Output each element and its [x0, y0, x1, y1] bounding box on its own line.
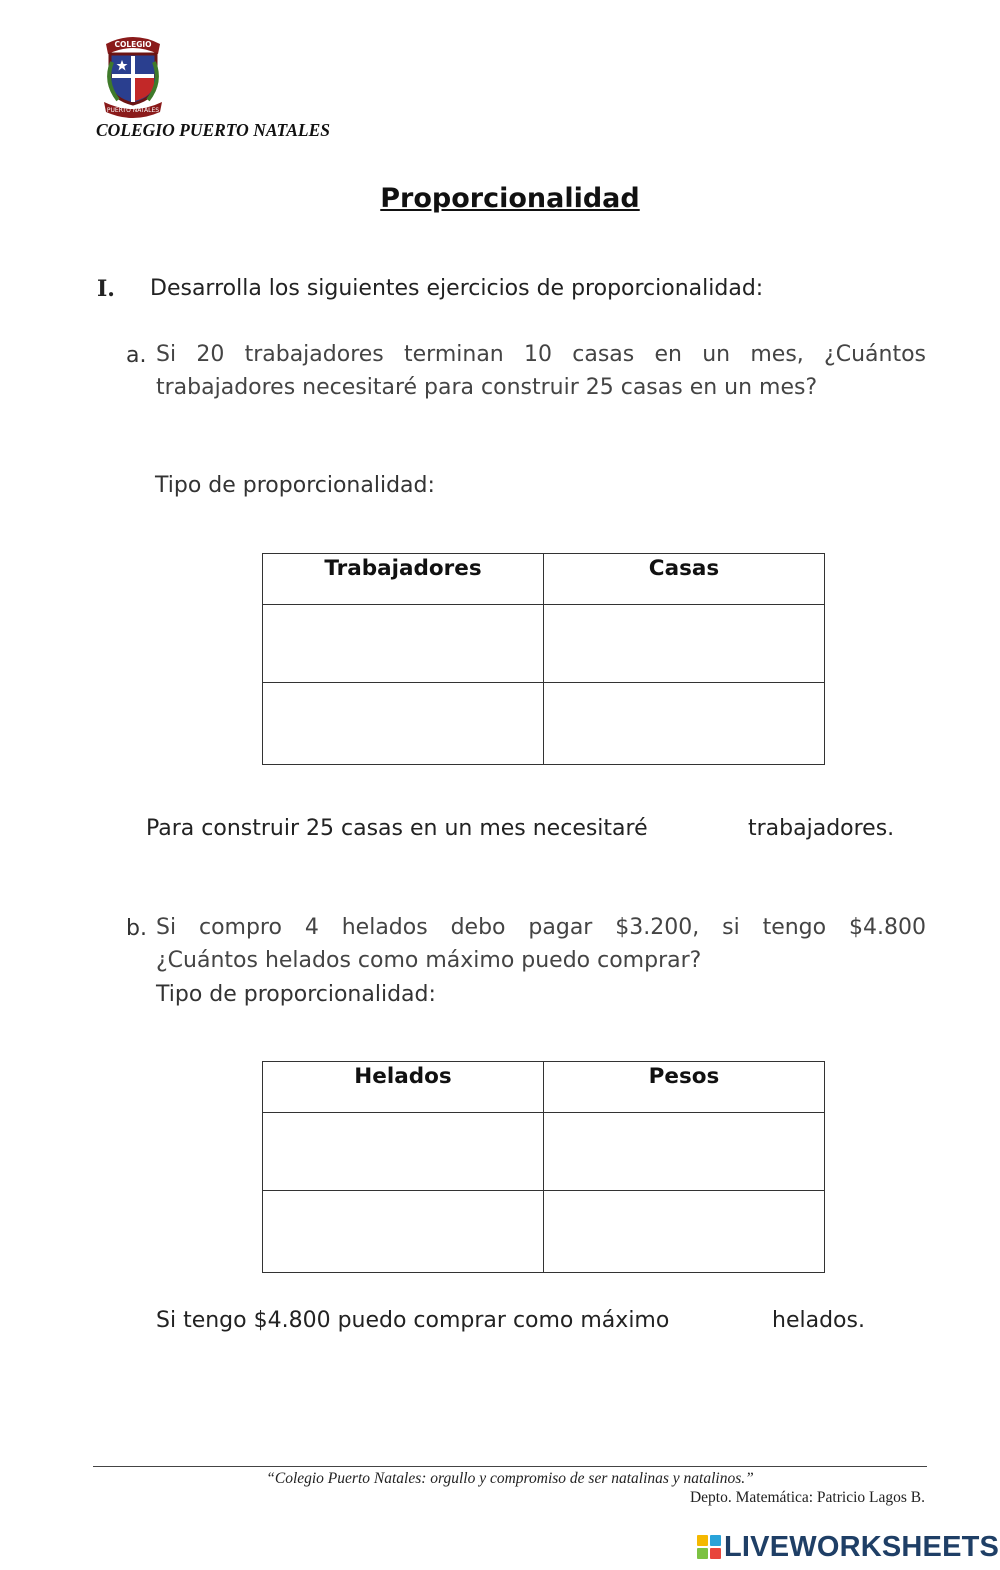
svg-text:COLEGIO: COLEGIO [114, 40, 152, 49]
question-b-line-2: ¿Cuántos helados como máximo puedo comprar? [156, 948, 702, 973]
question-a-answer-after: trabajadores. [748, 816, 895, 841]
svg-text:PUERTO NATALES: PUERTO NATALES [106, 107, 160, 114]
section-number: I. [97, 276, 115, 302]
question-a-label: a. [126, 343, 147, 368]
question-a-answer-input[interactable] [686, 812, 744, 844]
school-crest-logo [98, 32, 168, 118]
question-b-answer-before: Si tengo $4.800 puedo comprar como máximo [156, 1308, 670, 1333]
footer-divider [93, 1466, 927, 1467]
footer-department: Depto. Matemática: Patricio Lagos B. [689, 1489, 925, 1506]
question-b-line-1: Si compro 4 helados debo pagar $3.200, si tengo $4.800 [156, 915, 926, 940]
table-a-input-cell[interactable] [544, 605, 825, 683]
question-a-text [156, 338, 926, 404]
question-b-answer-after: helados. [772, 1308, 865, 1333]
table-a-input-cell[interactable] [263, 683, 544, 765]
liveworksheets-grid-icon [697, 1535, 721, 1559]
question-a-line-2: trabajadores necesitaré para construir 25 casas en un mes? [156, 375, 818, 400]
school-name: COLEGIO PUERTO NATALES [96, 120, 331, 140]
question-a-tipo-label: Tipo de proporcionalidad: [155, 473, 435, 498]
table-b-input-cell[interactable] [544, 1113, 825, 1191]
table-b-input-cell[interactable] [263, 1191, 544, 1273]
table-b-input-cell[interactable] [544, 1191, 825, 1273]
liveworksheets-wordmark: LIVEWORKSHEETS [724, 1530, 1000, 1563]
section-instruction: Desarrolla los siguientes ejercicios de proporcionalidad: [150, 276, 764, 301]
table-a-input-cell[interactable] [544, 683, 825, 765]
question-a-answer-before: Para construir 25 casas en un mes necesitaré [146, 816, 648, 841]
question-a-table [262, 553, 825, 765]
crest-icon [98, 32, 168, 118]
table-b-input-cell[interactable] [263, 1113, 544, 1191]
footer-quote: “Colegio Puerto Natales: orgullo y compromiso de ser natalinas y natalinos.” [266, 1470, 754, 1487]
table-b-header-helados: Helados [263, 1062, 544, 1113]
question-b-tipo-label: Tipo de proporcionalidad: [156, 982, 436, 1007]
table-b-header-pesos: Pesos [544, 1062, 825, 1113]
question-b-text [156, 911, 926, 977]
question-b-label: b. [126, 916, 147, 941]
page-title: Proporcionalidad [380, 183, 640, 214]
question-b-answer-input[interactable] [712, 1304, 768, 1336]
question-b-table [262, 1061, 825, 1273]
table-a-input-cell[interactable] [263, 605, 544, 683]
table-a-header-trabajadores: Trabajadores [263, 554, 544, 605]
question-a-line-1: Si 20 trabajadores terminan 10 casas en un mes, ¿Cuántos [156, 342, 926, 367]
liveworksheets-logo [697, 1531, 999, 1563]
table-a-header-casas: Casas [544, 554, 825, 605]
